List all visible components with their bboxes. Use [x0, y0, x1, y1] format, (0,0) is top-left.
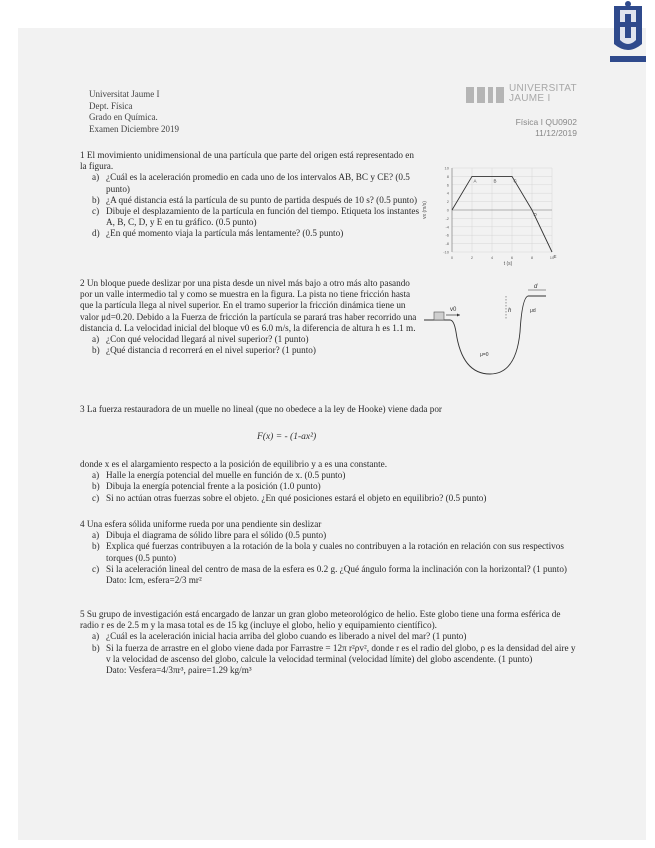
university-name: Universitat Jaume I	[89, 89, 160, 99]
label-b: b)	[92, 642, 100, 653]
q1-intro: 1 El movimiento unidimensional de una partícula que parte del origen está representado en la figura.	[80, 150, 414, 172]
x-tick-label: 0	[450, 255, 454, 260]
label-b: b)	[92, 194, 100, 205]
q3-intro: 3 La fuerza restauradora de un muelle no lineal (que no obedece a la ley de Hooke) viene dada por	[80, 404, 442, 414]
university-crest-icon	[600, 0, 655, 72]
velocity-series-line	[452, 176, 552, 252]
y-tick-label: -8	[445, 241, 449, 247]
question-3-body	[80, 459, 580, 504]
course-info	[516, 117, 577, 139]
x-axis-label: t (s)	[503, 261, 513, 267]
question-2	[80, 278, 418, 356]
label-b: b)	[92, 541, 100, 552]
q3-a: Halle la energía potencial del muelle en función de x. (0.5 punto)	[106, 470, 346, 481]
q1-b: ¿A qué distancia está la partícula de su punto de partida después de 10 s? (0.5 punto)	[106, 194, 418, 205]
q5-intro: 5 Su grupo de investigación está encargado de lanzar un gran globo meteorológico de helio. Este globo tiene una forma esférica de radio r es de 2.5 m y la masa total es de 15 kg (incluye el globo, helio y equipamiento científico).	[80, 609, 561, 631]
velocity-time-chart	[422, 162, 562, 267]
question-5	[80, 609, 580, 676]
q4-dato: Dato: Icm, esfera=2/3 mr²	[106, 575, 202, 586]
exam-date: 11/12/2019	[535, 128, 577, 138]
exam-title: Examen Diciembre 2019	[89, 123, 179, 134]
x-tick-label: 10	[549, 255, 555, 260]
q5-a: ¿Cuál es la aceleración inicial hacia arriba del globo cuando es liberado a nivel del mar? (1 punto)	[106, 631, 467, 642]
y-tick-label: 8	[446, 173, 449, 179]
logo-bars-icon	[466, 87, 504, 103]
q1-d: ¿En qué momento viaja la partícula más lentamente? (0.5 punto)	[106, 228, 344, 239]
label-a: a)	[92, 172, 100, 183]
label-h: h	[508, 308, 512, 314]
label-d: d	[534, 284, 538, 290]
x-tick-label: 8	[530, 255, 534, 260]
degree: Grado en Química.	[89, 112, 158, 122]
q4-intro: 4 Una esfera sólida uniforme rueda por una pendiente sin deslizar	[80, 519, 322, 529]
q5-b: Si la fuerza de arrastre en el globo viene dada por Farrastre = 12π r²ρv², donde r es el radio del globo, ρ es la densidad del aire y v la velocidad de ascenso del globo, calcule la velocidad terminal (velocidad límite) del globo ascendente. (1 punto)	[106, 642, 576, 664]
x-tick-label: 4	[490, 255, 494, 260]
label-b: b)	[92, 481, 100, 492]
q2-a: ¿Con qué velocidad llegará al nivel superior? (1 punto)	[106, 334, 309, 345]
block	[434, 312, 444, 320]
logo-line2: JAUME I	[509, 93, 551, 104]
q1-a: ¿Cuál es la aceleración promedio en cada uno de los intervalos AB, BC y CE? (0.5 punto)	[106, 172, 410, 194]
exam-header	[89, 89, 179, 135]
label-d: d)	[92, 228, 100, 239]
y-tick-label: 2	[446, 199, 449, 205]
y-tick-label: -10	[443, 249, 449, 255]
question-4	[80, 519, 580, 586]
track-path	[424, 296, 546, 374]
q2-intro: 2 Un bloque puede deslizar por una pista desde un nivel más bajo a otro más alto pasando por un valle intermedio tal y como se muestra en la figura. La pista no tiene fricción hasta que la partícula llega al nivel superior. En el tramo superior la fricción dinámica tiene un valor μd=0.20. Debido a la Fuerza de fricción la partícula se parará tras haber recorrido una distancia d. La velocidad inicial del bloque v0 es 6.0 m/s, la diferencia de altura h es 1.1 m.	[80, 278, 417, 333]
q4-a: Dibuja el diagrama de sólido libre para el sólido (0.5 punto)	[106, 530, 327, 541]
question-1	[80, 150, 420, 240]
label-c: c)	[92, 492, 100, 503]
y-axis-label: vx (m/s)	[422, 201, 428, 219]
y-tick-label: 6	[446, 182, 449, 188]
point-label-e: E	[553, 254, 557, 259]
y-tick-label: -2	[445, 215, 449, 221]
point-label-a: A	[473, 178, 477, 184]
label-a: a)	[92, 334, 100, 345]
label-a: a)	[92, 631, 100, 642]
point-label-d: D	[533, 212, 537, 217]
track-figure	[420, 282, 550, 380]
university-logo	[466, 84, 586, 106]
label-mud: μd	[530, 308, 536, 314]
q1-c: Dibuje el desplazamiento de la partícula en función del tiempo. Etiqueta los instantes A, B, C, D, y E en tu gráfico. (0.5 punto)	[106, 206, 420, 228]
y-tick-label: 10	[444, 165, 449, 171]
q2-b: ¿Qué distancia d recorrerá en el nivel superior? (1 punto)	[106, 345, 316, 356]
q5-dato: Dato: Vesfera=4/3πr³, ρaire=1.29 kg/m³	[106, 665, 252, 676]
label-c: c)	[92, 563, 100, 574]
q4-b: Explica qué fuerzas contribuyen a la rotación de la bola y cuales no contribuyen a la rotación en relación con sus respectivos torques (0.5 punto)	[106, 541, 564, 563]
y-tick-label: -6	[445, 232, 449, 238]
label-mu0: μ=0	[480, 352, 489, 358]
y-tick-label: 4	[446, 190, 449, 196]
department: Dept. Física	[89, 100, 133, 111]
q3-c: Si no actúan otras fuerzas sobre el objeto. ¿En qué posiciones estará el objeto en equilibrio? (0.5 punto)	[106, 492, 487, 503]
x-tick-label: 2	[470, 255, 474, 260]
y-tick-label: 0	[446, 207, 449, 213]
logo-line1: UNIVERSITAT	[509, 83, 577, 94]
question-3	[80, 404, 580, 415]
label-a: a)	[92, 530, 100, 541]
q3-formula: F(x) = - (1-ax²)	[257, 432, 317, 442]
q3-after: donde x es el alargamiento respecto a la posición de equilibrio y a es una constante.	[80, 459, 388, 469]
y-tick-label: -4	[445, 224, 449, 230]
q4-c: Si la aceleración lineal del centro de masa de la esfera es 0.2 g. ¿Qué ángulo forma la inclinación con la horizontal? (1 punto)	[106, 563, 567, 574]
label-b: b)	[92, 345, 100, 356]
point-label-c: C	[513, 178, 517, 184]
x-tick-label: 6	[510, 255, 514, 260]
q3-b: Dibuja la energía potencial frente a la posición (1.0 punto)	[106, 481, 321, 492]
label-v0: v0	[450, 307, 457, 313]
label-a: a)	[92, 470, 100, 481]
course-code: Física I QU0902	[515, 117, 577, 127]
point-label-b: B	[493, 178, 497, 184]
label-c: c)	[92, 206, 100, 217]
